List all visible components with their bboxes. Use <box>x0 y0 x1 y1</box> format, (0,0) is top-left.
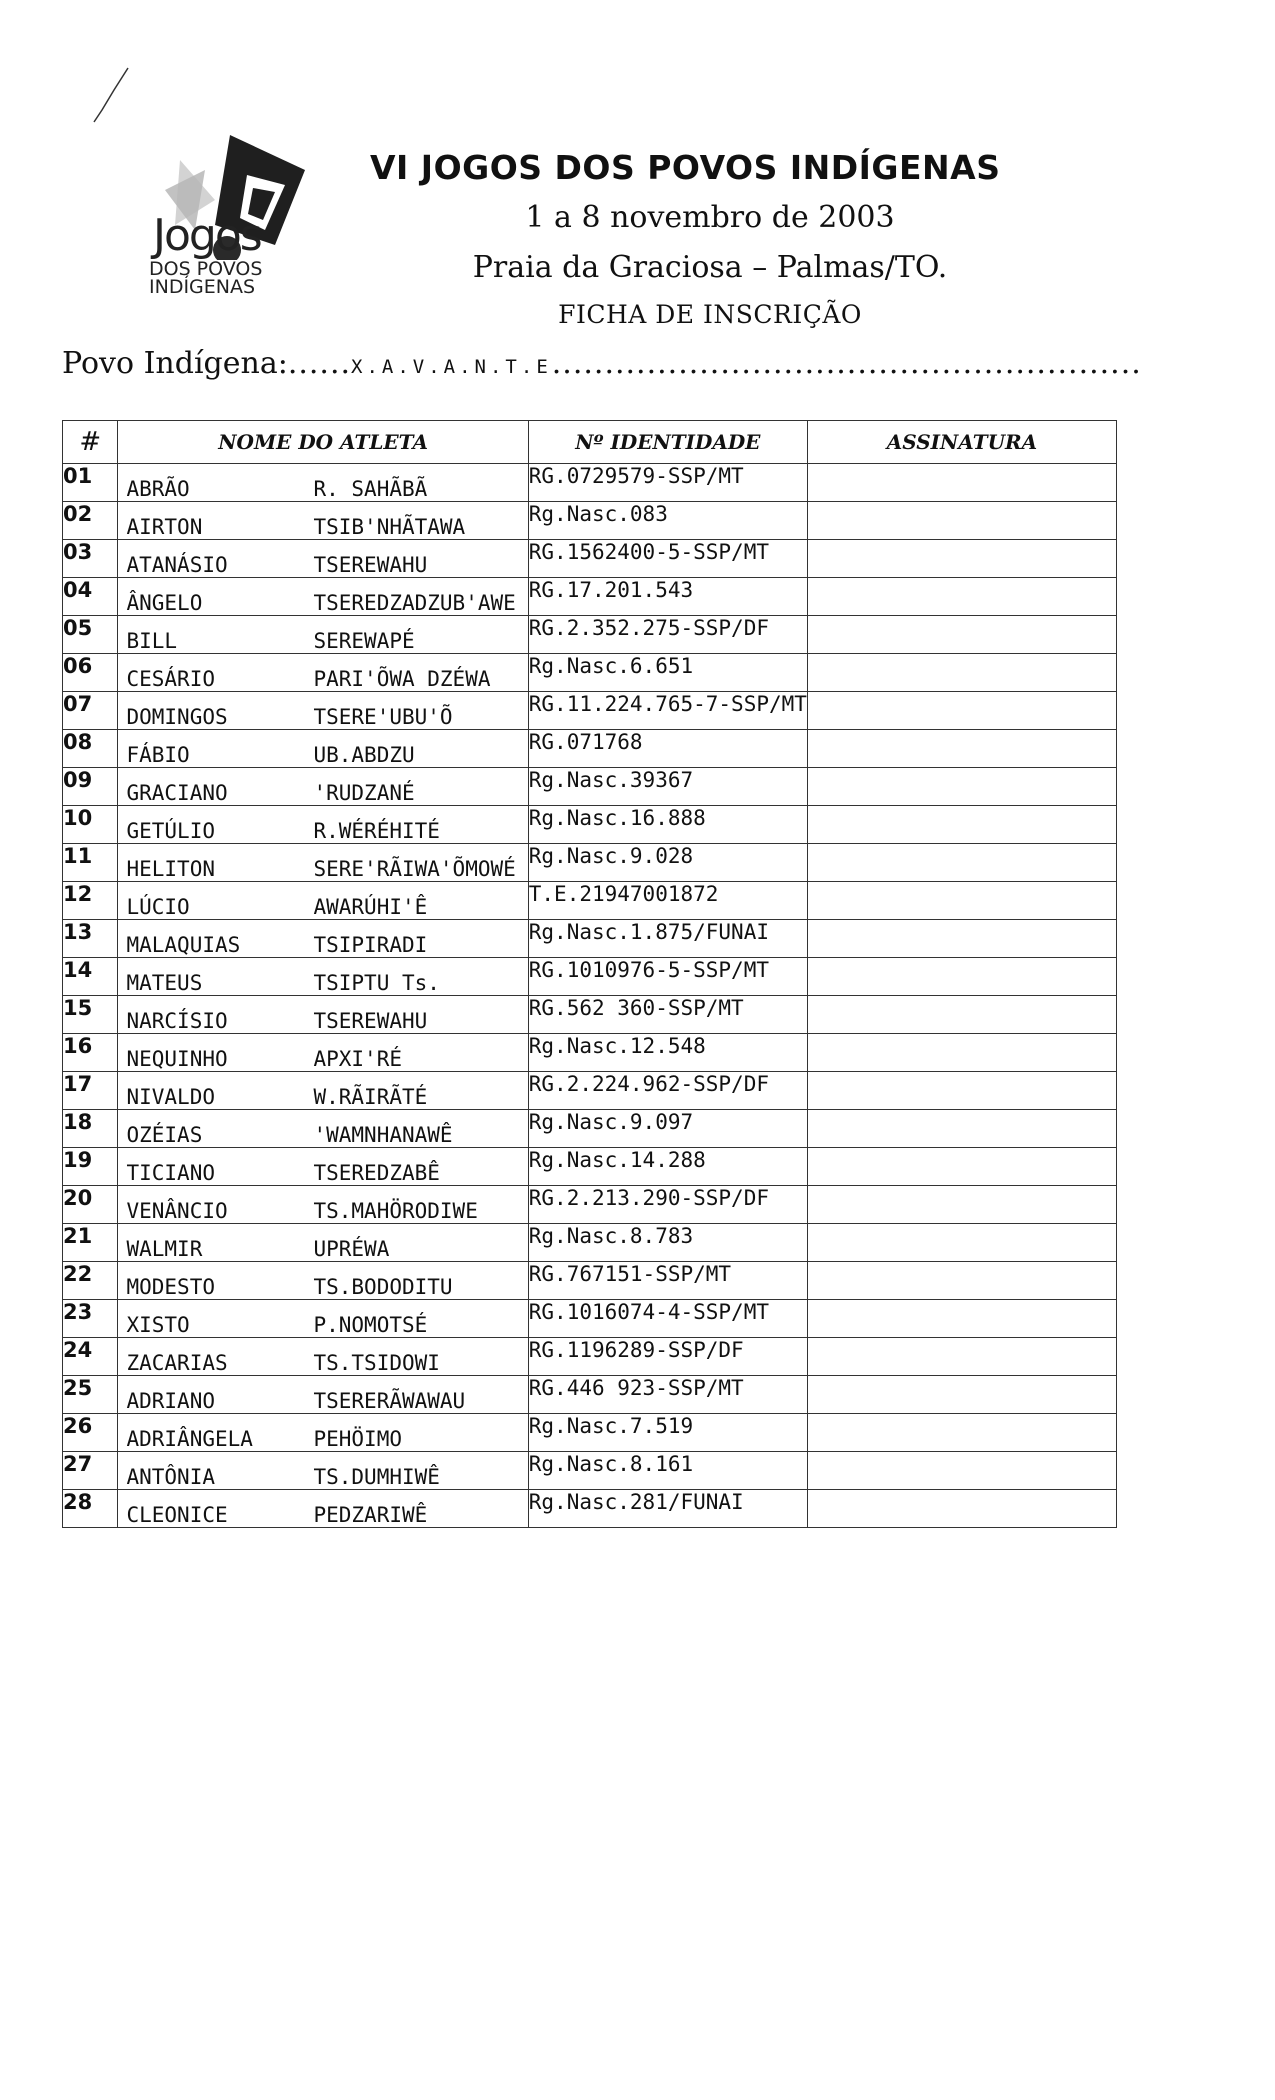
signature-field[interactable] <box>807 578 1116 616</box>
table-row <box>63 1110 1117 1148</box>
athlete-name-cell <box>118 578 528 616</box>
athlete-last-name: TSIPTU Ts. <box>313 971 440 995</box>
signature-field[interactable] <box>807 958 1116 996</box>
table-row <box>63 1490 1117 1528</box>
athlete-name-cell <box>118 464 528 502</box>
row-number: 26 <box>63 1414 118 1452</box>
row-number: 07 <box>63 692 118 730</box>
athlete-last-name: W.RÃIRÃTÉ <box>313 1085 428 1109</box>
athlete-name-cell <box>118 1338 528 1376</box>
athlete-name-cell <box>118 1148 528 1186</box>
athlete-first-name: GETÚLIO <box>126 819 215 843</box>
signature-field[interactable] <box>807 1110 1116 1148</box>
identity-number: RG.2.352.275-SSP/DF <box>528 616 807 654</box>
athlete-name-cell <box>118 1072 528 1110</box>
signature-field[interactable] <box>807 692 1116 730</box>
signature-field[interactable] <box>807 996 1116 1034</box>
table-row <box>63 578 1117 616</box>
row-number: 23 <box>63 1300 118 1338</box>
identity-number: Rg.Nasc.6.651 <box>528 654 807 692</box>
signature-field[interactable] <box>807 654 1116 692</box>
col-num-header: # <box>63 421 118 464</box>
table-row <box>63 920 1117 958</box>
athlete-name-cell <box>118 1110 528 1148</box>
athlete-last-name: TSEREDZADZUB'AWE <box>313 591 516 615</box>
athlete-last-name: TSEREWAHU <box>313 553 428 577</box>
row-number: 24 <box>63 1338 118 1376</box>
athlete-last-name: AWARÚHI'Ê <box>313 895 428 919</box>
athlete-first-name: HELITON <box>126 857 215 881</box>
athlete-last-name: SEREWAPÉ <box>313 629 415 653</box>
signature-field[interactable] <box>807 1224 1116 1262</box>
athlete-first-name: CLEONICE <box>126 1503 228 1527</box>
table-row <box>63 1262 1117 1300</box>
identity-number: RG.2.213.290-SSP/DF <box>528 1186 807 1224</box>
identity-number: Rg.Nasc.39367 <box>528 768 807 806</box>
identity-number: RG.562 360-SSP/MT <box>528 996 807 1034</box>
logo-word: Jogos <box>153 210 261 261</box>
signature-field[interactable] <box>807 1376 1116 1414</box>
athlete-last-name: TS.DUMHIWÊ <box>313 1465 440 1489</box>
identity-number: Rg.Nasc.9.097 <box>528 1110 807 1148</box>
row-number: 15 <box>63 996 118 1034</box>
row-number: 10 <box>63 806 118 844</box>
table-row <box>63 844 1117 882</box>
athlete-last-name: PEHÖIMO <box>313 1427 402 1451</box>
table-row <box>63 1034 1117 1072</box>
athlete-first-name: ADRIÂNGELA <box>126 1427 253 1451</box>
signature-field[interactable] <box>807 768 1116 806</box>
athlete-last-name: 'RUDZANÉ <box>313 781 415 805</box>
signature-field[interactable] <box>807 1148 1116 1186</box>
athlete-first-name: ADRIANO <box>126 1389 215 1413</box>
athlete-name-cell <box>118 1490 528 1528</box>
signature-field[interactable] <box>807 502 1116 540</box>
identity-number: RG.1016074-4-SSP/MT <box>528 1300 807 1338</box>
identity-number: Rg.Nasc.9.028 <box>528 844 807 882</box>
athlete-last-name: PEDZARIWÊ <box>313 1503 428 1527</box>
athlete-table-body <box>63 464 1117 1528</box>
signature-field[interactable] <box>807 464 1116 502</box>
row-number: 13 <box>63 920 118 958</box>
athlete-name-cell <box>118 692 528 730</box>
identity-number: RG.1010976-5-SSP/MT <box>528 958 807 996</box>
athlete-last-name: TSERE'UBU'Õ <box>313 705 453 729</box>
athlete-last-name: P.NOMOTSÉ <box>313 1313 428 1337</box>
row-number: 02 <box>63 502 118 540</box>
identity-number: Rg.Nasc.8.161 <box>528 1452 807 1490</box>
povo-line <box>62 346 1142 381</box>
row-number: 12 <box>63 882 118 920</box>
identity-number: RG.446 923-SSP/MT <box>528 1376 807 1414</box>
event-title: VI JOGOS DOS POVOS INDÍGENAS <box>370 148 1001 187</box>
row-number: 22 <box>63 1262 118 1300</box>
athlete-last-name: 'WAMNHANAWÊ <box>313 1123 453 1147</box>
identity-number: Rg.Nasc.1.875/FUNAI <box>528 920 807 958</box>
athlete-name-cell <box>118 1452 528 1490</box>
signature-field[interactable] <box>807 1034 1116 1072</box>
identity-number: RG.1196289-SSP/DF <box>528 1338 807 1376</box>
povo-dots-after: ........................................................ <box>551 346 1142 381</box>
identity-number: Rg.Nasc.14.288 <box>528 1148 807 1186</box>
row-number: 09 <box>63 768 118 806</box>
table-row <box>63 958 1117 996</box>
athlete-last-name: TS.BODODITU <box>313 1275 453 1299</box>
athlete-first-name: MALAQUIAS <box>126 933 241 957</box>
row-number: 20 <box>63 1186 118 1224</box>
signature-field[interactable] <box>807 882 1116 920</box>
athlete-first-name: MODESTO <box>126 1275 215 1299</box>
signature-field[interactable] <box>807 730 1116 768</box>
col-id-header: Nº IDENTIDADE <box>528 421 807 464</box>
povo-value: X.A.V.A.N.T.E <box>351 356 552 378</box>
row-number: 06 <box>63 654 118 692</box>
table-row <box>63 1376 1117 1414</box>
athlete-first-name: FÁBIO <box>126 743 190 767</box>
athlete-first-name: XISTO <box>126 1313 190 1337</box>
row-number: 27 <box>63 1452 118 1490</box>
athlete-first-name: MATEUS <box>126 971 203 995</box>
athlete-first-name: ABRÃO <box>126 477 190 501</box>
row-number: 05 <box>63 616 118 654</box>
table-row <box>63 616 1117 654</box>
identity-number: RG.0729579-SSP/MT <box>528 464 807 502</box>
signature-field[interactable] <box>807 540 1116 578</box>
povo-label: Povo Indígena: <box>62 346 288 381</box>
identity-number: Rg.Nasc.12.548 <box>528 1034 807 1072</box>
col-signature-header: ASSINATURA <box>807 421 1116 464</box>
identity-number: Rg.Nasc.7.519 <box>528 1414 807 1452</box>
athlete-name-cell <box>118 882 528 920</box>
athlete-last-name: TSEREDZABÊ <box>313 1161 440 1185</box>
identity-number: Rg.Nasc.16.888 <box>528 806 807 844</box>
athlete-name-cell <box>118 768 528 806</box>
signature-field[interactable] <box>807 1338 1116 1376</box>
table-row <box>63 540 1117 578</box>
povo-dots-before: ...... <box>287 346 352 381</box>
athlete-name-cell <box>118 806 528 844</box>
signature-field[interactable] <box>807 1452 1116 1490</box>
athlete-last-name: APXI'RÉ <box>313 1047 402 1071</box>
table-row <box>63 654 1117 692</box>
row-number: 14 <box>63 958 118 996</box>
athlete-last-name: TSIB'NHÃTAWA <box>313 515 466 539</box>
table-row <box>63 1224 1117 1262</box>
athlete-name-cell <box>118 1186 528 1224</box>
table-header-row <box>63 421 1117 464</box>
table-row <box>63 1338 1117 1376</box>
identity-number: RG.1562400-5-SSP/MT <box>528 540 807 578</box>
table-row <box>63 1414 1117 1452</box>
logo-sub-2: INDÍGENAS <box>149 276 256 298</box>
athlete-name-cell <box>118 996 528 1034</box>
signature-field[interactable] <box>807 1262 1116 1300</box>
athlete-name-cell <box>118 1414 528 1452</box>
event-logo <box>135 130 315 305</box>
table-row <box>63 882 1117 920</box>
event-dates: 1 a 8 novembro de 2003 <box>525 200 895 235</box>
athlete-last-name: SERE'RÃIWA'ÕMOWÉ <box>313 857 516 881</box>
signature-field[interactable] <box>807 1490 1116 1528</box>
row-number: 17 <box>63 1072 118 1110</box>
athlete-first-name: VENÂNCIO <box>126 1199 228 1223</box>
table-row <box>63 692 1117 730</box>
signature-field[interactable] <box>807 844 1116 882</box>
athlete-last-name: TS.TSIDOWI <box>313 1351 440 1375</box>
athlete-name-cell <box>118 844 528 882</box>
signature-field[interactable] <box>807 1072 1116 1110</box>
athlete-last-name: TS.MAHÖRODIWE <box>313 1199 478 1223</box>
table-row <box>63 1148 1117 1186</box>
pen-mark-top <box>80 60 140 130</box>
athlete-last-name: PARI'ÕWA DZÉWA <box>313 667 491 691</box>
athlete-table <box>62 420 1117 1528</box>
athlete-last-name: TSERERÃWAWAU <box>313 1389 466 1413</box>
athlete-last-name: TSEREWAHU <box>313 1009 428 1033</box>
athlete-name-cell <box>118 502 528 540</box>
athlete-name-cell <box>118 1262 528 1300</box>
athlete-first-name: LÚCIO <box>126 895 190 919</box>
row-number: 28 <box>63 1490 118 1528</box>
table-row <box>63 768 1117 806</box>
athlete-first-name: NEQUINHO <box>126 1047 228 1071</box>
signature-field[interactable] <box>807 1300 1116 1338</box>
table-row <box>63 806 1117 844</box>
table-row <box>63 464 1117 502</box>
athlete-name-cell <box>118 1300 528 1338</box>
athlete-first-name: NIVALDO <box>126 1085 215 1109</box>
athlete-name-cell <box>118 1376 528 1414</box>
row-number: 18 <box>63 1110 118 1148</box>
athlete-name-cell <box>118 540 528 578</box>
athlete-first-name: GRACIANO <box>126 781 228 805</box>
table-row <box>63 996 1117 1034</box>
athlete-last-name: R.WÉRÉHITÉ <box>313 819 440 843</box>
row-number: 11 <box>63 844 118 882</box>
row-number: 08 <box>63 730 118 768</box>
signature-field[interactable] <box>807 1186 1116 1224</box>
athlete-first-name: NARCÍSIO <box>126 1009 228 1033</box>
row-number: 16 <box>63 1034 118 1072</box>
athlete-first-name: OZÉIAS <box>126 1123 203 1147</box>
athlete-name-cell <box>118 730 528 768</box>
athlete-first-name: ZACARIAS <box>126 1351 228 1375</box>
athlete-first-name: TICIANO <box>126 1161 215 1185</box>
athlete-first-name: WALMIR <box>126 1237 203 1261</box>
signature-field[interactable] <box>807 920 1116 958</box>
identity-number: Rg.Nasc.281/FUNAI <box>528 1490 807 1528</box>
identity-number: T.E.21947001872 <box>528 882 807 920</box>
athlete-first-name: ANTÔNIA <box>126 1465 215 1489</box>
signature-field[interactable] <box>807 806 1116 844</box>
row-number: 01 <box>63 464 118 502</box>
athlete-first-name: BILL <box>126 629 178 653</box>
athlete-name-cell <box>118 920 528 958</box>
table-row <box>63 1186 1117 1224</box>
table-row <box>63 730 1117 768</box>
athlete-first-name: ÂNGELO <box>126 591 203 615</box>
table-row <box>63 502 1117 540</box>
athlete-first-name: ATANÁSIO <box>126 553 228 577</box>
athlete-name-cell <box>118 958 528 996</box>
row-number: 19 <box>63 1148 118 1186</box>
logo-subtitle <box>149 260 262 296</box>
identity-number: Rg.Nasc.8.783 <box>528 1224 807 1262</box>
athlete-name-cell <box>118 654 528 692</box>
table-row <box>63 1072 1117 1110</box>
identity-number: Rg.Nasc.083 <box>528 502 807 540</box>
col-name-header: NOME DO ATLETA <box>118 421 528 464</box>
athlete-last-name: UPRÉWA <box>313 1237 390 1261</box>
athlete-last-name: UB.ABDZU <box>313 743 415 767</box>
athlete-first-name: AIRTON <box>126 515 203 539</box>
athlete-first-name: DOMINGOS <box>126 705 228 729</box>
identity-number: RG.071768 <box>528 730 807 768</box>
identity-number: RG.2.224.962-SSP/DF <box>528 1072 807 1110</box>
athlete-name-cell <box>118 1224 528 1262</box>
row-number: 04 <box>63 578 118 616</box>
athlete-first-name: CESÁRIO <box>126 667 215 691</box>
identity-number: RG.11.224.765-7-SSP/MT <box>528 692 807 730</box>
athlete-last-name: R. SAHÃBÃ <box>313 477 428 501</box>
row-number: 03 <box>63 540 118 578</box>
athlete-name-cell <box>118 616 528 654</box>
row-number: 25 <box>63 1376 118 1414</box>
table-row <box>63 1452 1117 1490</box>
row-number: 21 <box>63 1224 118 1262</box>
athlete-last-name: TSIPIRADI <box>313 933 428 957</box>
table-row <box>63 1300 1117 1338</box>
signature-field[interactable] <box>807 1414 1116 1452</box>
signature-field[interactable] <box>807 616 1116 654</box>
identity-number: RG.767151-SSP/MT <box>528 1262 807 1300</box>
event-place: Praia da Graciosa – Palmas/TO. <box>472 250 948 285</box>
athlete-name-cell <box>118 1034 528 1072</box>
form-title: FICHA DE INSCRIÇÃO <box>558 300 862 329</box>
logo-sub-1: DOS POVOS <box>149 258 263 280</box>
identity-number: RG.17.201.543 <box>528 578 807 616</box>
